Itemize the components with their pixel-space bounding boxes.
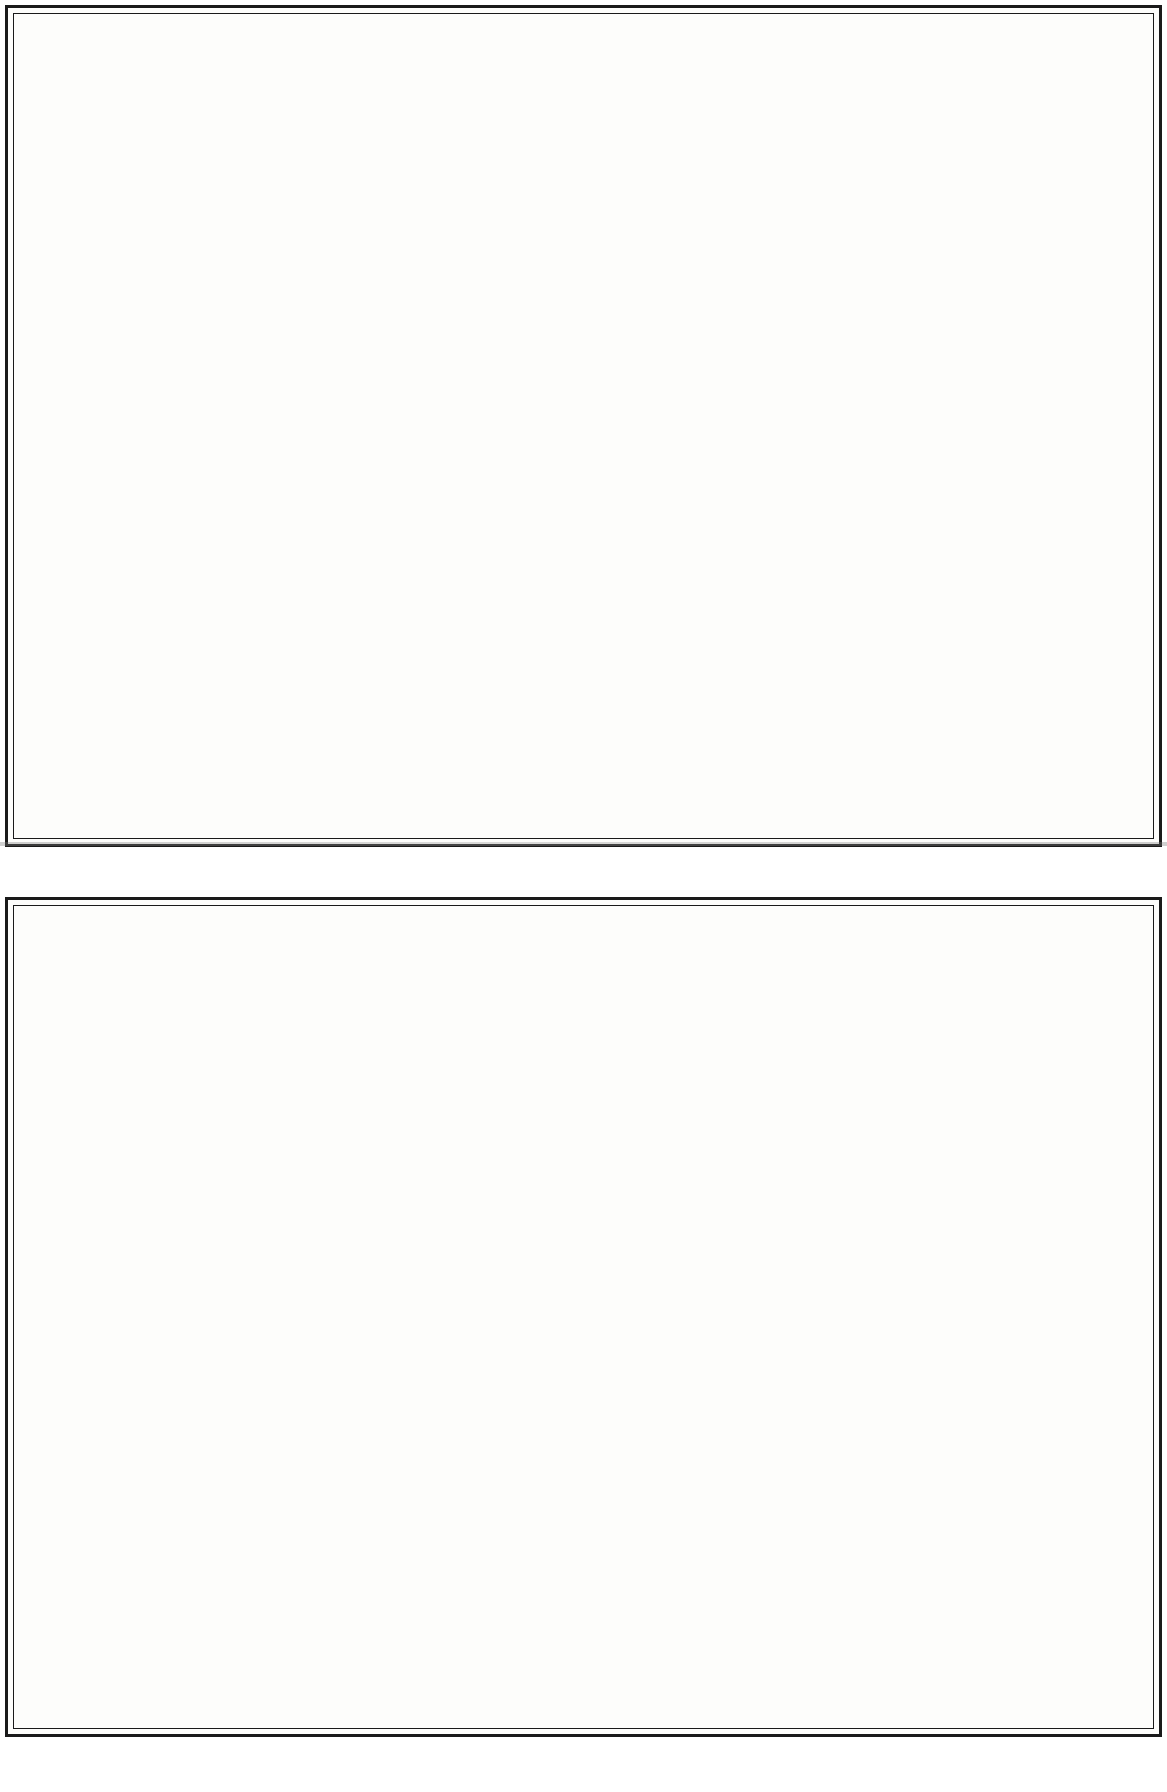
top-page — [5, 5, 1162, 847]
bottom-page — [5, 897, 1162, 1737]
scan-edge — [0, 842, 1167, 846]
